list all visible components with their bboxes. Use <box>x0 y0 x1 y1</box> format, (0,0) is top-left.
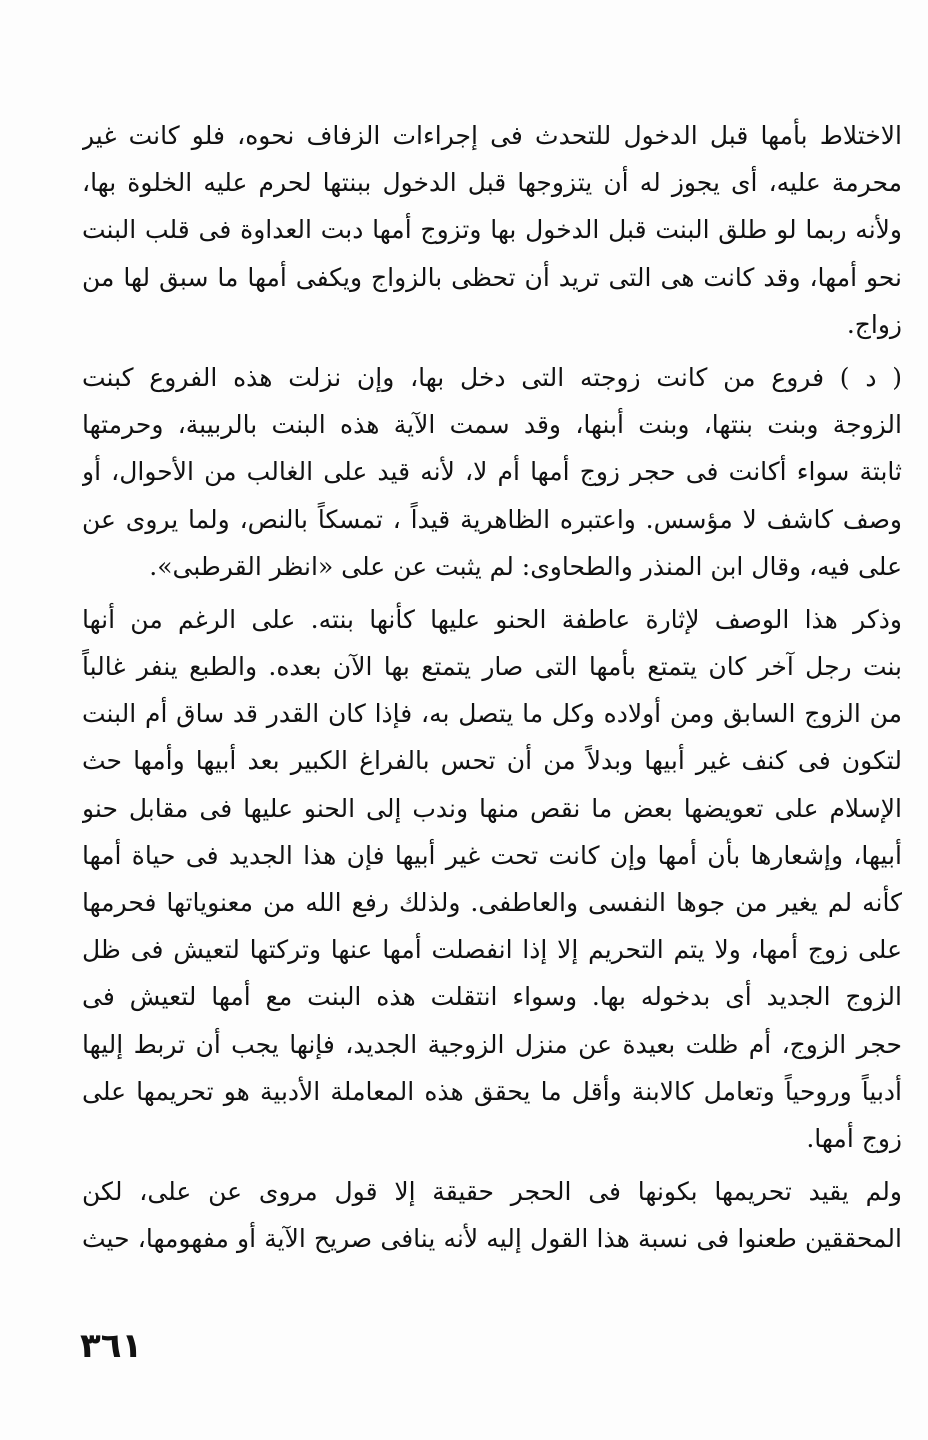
text-line: لتكون فى كنف غير أبيها وبدلاً من أن تحس بالفراغ الكبير بعد أبيها وأمها حث <box>82 746 902 776</box>
text-line: زواج. <box>846 309 902 339</box>
text-line: زوج أمها. <box>806 1123 902 1153</box>
text-line: الإسلام على تعويضها بعض ما نقص منها وندب إلى الحنو عليها فى مقابل حنو <box>82 793 902 823</box>
text-line: ( د ) فروع من كانت زوجته التى دخل بها، وإن نزلت هذه الفروع كبنت <box>82 362 902 392</box>
text-line: أدبياً وروحياً وتعامل كالابنة وأقل ما يحقق هذه المعاملة الأدبية هو تحريمها على <box>82 1076 902 1106</box>
text-line: الزوجة وبنت بنتها، وبنت أبنها، وقد سمت الآية هذه البنت بالربيبة، وحرمتها <box>82 410 902 440</box>
text-line: المحققين طعنوا فى نسبة هذا القول إليه لأنه ينافى صريح الآية أو مفهومها، حيث <box>82 1224 902 1254</box>
text-line: أبيها، وإشعارها بأن أمها وإن كانت تحت غير أبيها فإن هذا الجديد فى حياة أمها <box>82 840 902 870</box>
text-line: من الزوج السابق ومن أولاده وكل ما يتصل به، فإذا كان القدر قد ساق أم البنت <box>82 699 902 729</box>
paragraph <box>82 112 902 348</box>
paragraph <box>82 596 902 1162</box>
page-number: ٣٦١ <box>80 1326 143 1366</box>
text-line: ولأنه ربما لو طلق البنت قبل الدخول بها وتزوج أمها دبت العداوة فى قلب البنت <box>82 215 902 245</box>
text-line: كأنه لم يغير من جوها النفسى والعاطفى. ولذلك رفع الله من معنوياتها فحرمها <box>82 888 902 917</box>
text-line: وصف كاشف لا مؤسس. واعتبره الظاهرية قيداً ، تمسكاً بالنص، ولما يروى عن <box>82 504 902 534</box>
text-line: ثابتة سواء أكانت فى حجر زوج أمها أم لا، لأنه قيد على الغالب من الأحوال، أو <box>82 457 902 487</box>
text-line: وذكر هذا الوصف لإثارة عاطفة الحنو عليها كأنها بنته. على الرغم من أنها <box>82 604 902 634</box>
body-text <box>82 112 902 1263</box>
paragraph <box>82 1168 902 1262</box>
paragraph <box>82 354 902 590</box>
text-line: محرمة عليه، أى يجوز له أن يتزوجها قبل الدخول ببنتها لحرم عليه الخلوة بها، <box>82 168 902 198</box>
text-line: ولم يقيد تحريمها بكونها فى الحجر حقيقة إلا قول مروى عن على، لكن <box>82 1177 902 1207</box>
text-line: على فيه، وقال ابن المنذر والطحاوى: لم يثبت عن على «انظر القرطبى». <box>149 551 902 581</box>
text-line: الاختلاط بأمها قبل الدخول للتحدث فى إجراءات الزفاف نحوه، فلو كانت غير <box>82 121 902 150</box>
text-line: نحو أمها، وقد كانت هى التى تريد أن تحظى بالزواج ويكفى أمها ما سبق لها من <box>82 262 902 292</box>
text-line: على زوج أمها، ولا يتم التحريم إلا إذا انفصلت أمها عنها وتركتها لتعيش فى ظل <box>82 935 902 965</box>
text-line: حجر الزوج، أم ظلت بعيدة عن منزل الزوجية الجديد، فإنها يجب أن تربط إليها <box>82 1029 902 1059</box>
text-line: الزوج الجديد أى بدخوله بها. وسواء انتقلت هذه البنت مع أمها لتعيش فى <box>82 982 902 1012</box>
text-line: بنت رجل آخر كان يتمتع بأمها التى صار يتمتع بها الآن بعده. والطبع ينفر غالباً <box>82 652 902 682</box>
